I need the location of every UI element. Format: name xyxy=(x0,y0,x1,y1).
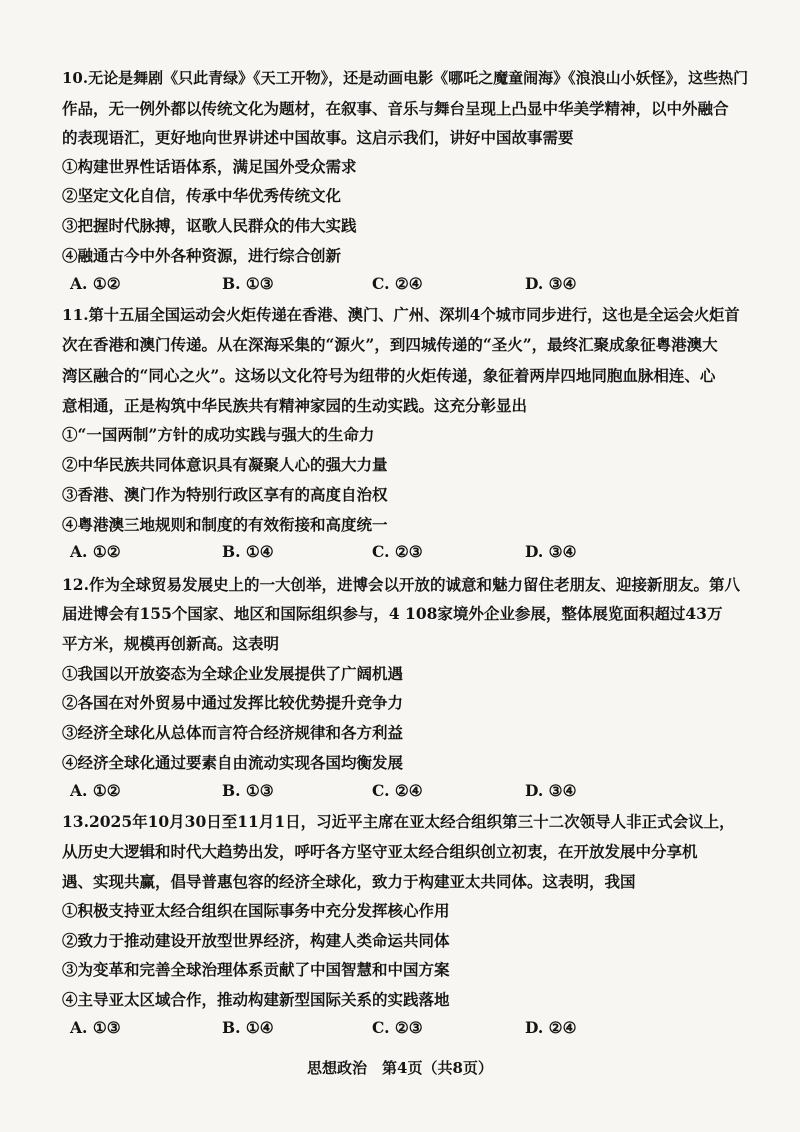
choice-c[interactable]: C. ②④ xyxy=(372,274,423,293)
question-stem-line: 届进博会有155个国家、地区和国际组织参与，4 108家境外企业参展，整体展览面积超过43万 xyxy=(62,604,723,623)
answer-choices xyxy=(62,781,762,801)
choice-b[interactable]: B. ①④ xyxy=(222,542,274,561)
page-footer: 思想政治 第4页（共8页） xyxy=(307,1059,493,1077)
statement-option: ④融通古今中外各种资源，进行综合创新 xyxy=(62,246,342,265)
statement-option: ②致力于推动建设开放型世界经济，构建人类命运共同体 xyxy=(62,931,450,950)
choice-d[interactable]: D. ③④ xyxy=(525,542,577,561)
choice-c[interactable]: C. ②③ xyxy=(372,542,423,561)
statement-option: ①我国以开放姿态为全球企业发展提供了广阔机遇 xyxy=(62,664,404,683)
choice-a[interactable]: A. ①③ xyxy=(70,1018,121,1037)
answer-choices xyxy=(62,274,762,294)
choice-d[interactable]: D. ②④ xyxy=(525,1018,577,1037)
question-stem-line: 的表现语汇，更好地向世界讲述中国故事。这启示我们，讲好中国故事需要 xyxy=(62,128,574,147)
statement-option: ④经济全球化通过要素自由流动实现各国均衡发展 xyxy=(62,753,404,772)
statement-option: ③经济全球化从总体而言符合经济规律和各方利益 xyxy=(62,723,404,742)
choice-b[interactable]: B. ①④ xyxy=(222,1018,274,1037)
question-stem-line: 10.无论是舞剧《只此青绿》《天工开物》，还是动画电影《哪吒之魔童闹海》《浪浪山小妖怪》，这些热门 xyxy=(62,69,749,87)
choice-b[interactable]: B. ①③ xyxy=(222,781,274,800)
statement-option: ①积极支持亚太经合组织在国际事务中充分发挥核心作用 xyxy=(62,901,450,920)
statement-option: ①构建世界性话语体系，满足国外受众需求 xyxy=(62,157,357,176)
choice-a[interactable]: A. ①② xyxy=(70,542,121,561)
answer-choices xyxy=(62,542,762,562)
statement-option: ①“一国两制”方针的成功实践与强大的生命力 xyxy=(62,425,375,444)
statement-option: ②中华民族共同体意识具有凝聚人心的强大力量 xyxy=(62,455,388,474)
question-stem-line: 次在香港和澳门传递。从在深海采集的“源火”，到四城传递的“圣火”，最终汇聚成象征粤港澳大 xyxy=(62,335,718,354)
statement-option: ③把握时代脉搏，讴歌人民群众的伟大实践 xyxy=(62,216,357,235)
question-stem-line: 湾区融合的“同心之火”。这场以文化符号为纽带的火炬传递，象征着两岸四地同胞血脉相连、心 xyxy=(62,366,716,385)
choice-b[interactable]: B. ①③ xyxy=(222,274,274,293)
answer-choices xyxy=(62,1018,762,1038)
statement-option: ②坚定文化自信，传承中华优秀传统文化 xyxy=(62,186,342,205)
choice-a[interactable]: A. ①② xyxy=(70,274,121,293)
statement-option: ④粤港澳三地规则和制度的有效衔接和高度统一 xyxy=(62,515,388,534)
choice-c[interactable]: C. ②④ xyxy=(372,781,423,800)
choice-d[interactable]: D. ③④ xyxy=(525,274,577,293)
question-stem-line: 平方米，规模再创新高。这表明 xyxy=(62,634,280,653)
choice-c[interactable]: C. ②③ xyxy=(372,1018,423,1037)
statement-option: ④主导亚太区域合作，推动构建新型国际关系的实践落地 xyxy=(62,990,450,1009)
statement-option: ③为变革和完善全球治理体系贡献了中国智慧和中国方案 xyxy=(62,960,450,979)
choice-d[interactable]: D. ③④ xyxy=(525,781,577,800)
statement-option: ③香港、澳门作为特别行政区享有的高度自治权 xyxy=(62,485,388,504)
question-stem-line: 13.2025年10月30日至11月1日，习近平主席在亚太经合组织第三十二次领导人非正式会议上， xyxy=(62,812,735,831)
question-stem-line: 12.作为全球贸易发展史上的一大创举，进博会以开放的诚意和魅力留住老朋友、迎接新朋友。第八 xyxy=(62,575,740,594)
question-stem-line: 作品，无一例外都以传统文化为题材，在叙事、音乐与舞台呈现上凸显中华美学精神，以中外融合 xyxy=(62,99,729,118)
statement-option: ②各国在对外贸易中通过发挥比较优势提升竞争力 xyxy=(62,693,404,712)
choice-a[interactable]: A. ①② xyxy=(70,781,121,800)
question-stem-line: 11.第十五届全国运动会火炬传递在香港、澳门、广州、深圳4个城市同步进行，这也是全运会火炬首 xyxy=(62,306,740,324)
question-stem-line: 意相通，正是构筑中华民族共有精神家园的生动实践。这充分彰显出 xyxy=(62,396,528,415)
question-stem-line: 从历史大逻辑和时代大趋势出发，呼吁各方坚守亚太经合组织创立初衷，在开放发展中分享机 xyxy=(62,842,698,861)
question-stem-line: 遇、实现共赢，倡导普惠包容的经济全球化，致力于构建亚太共同体。这表明，我国 xyxy=(62,872,636,891)
